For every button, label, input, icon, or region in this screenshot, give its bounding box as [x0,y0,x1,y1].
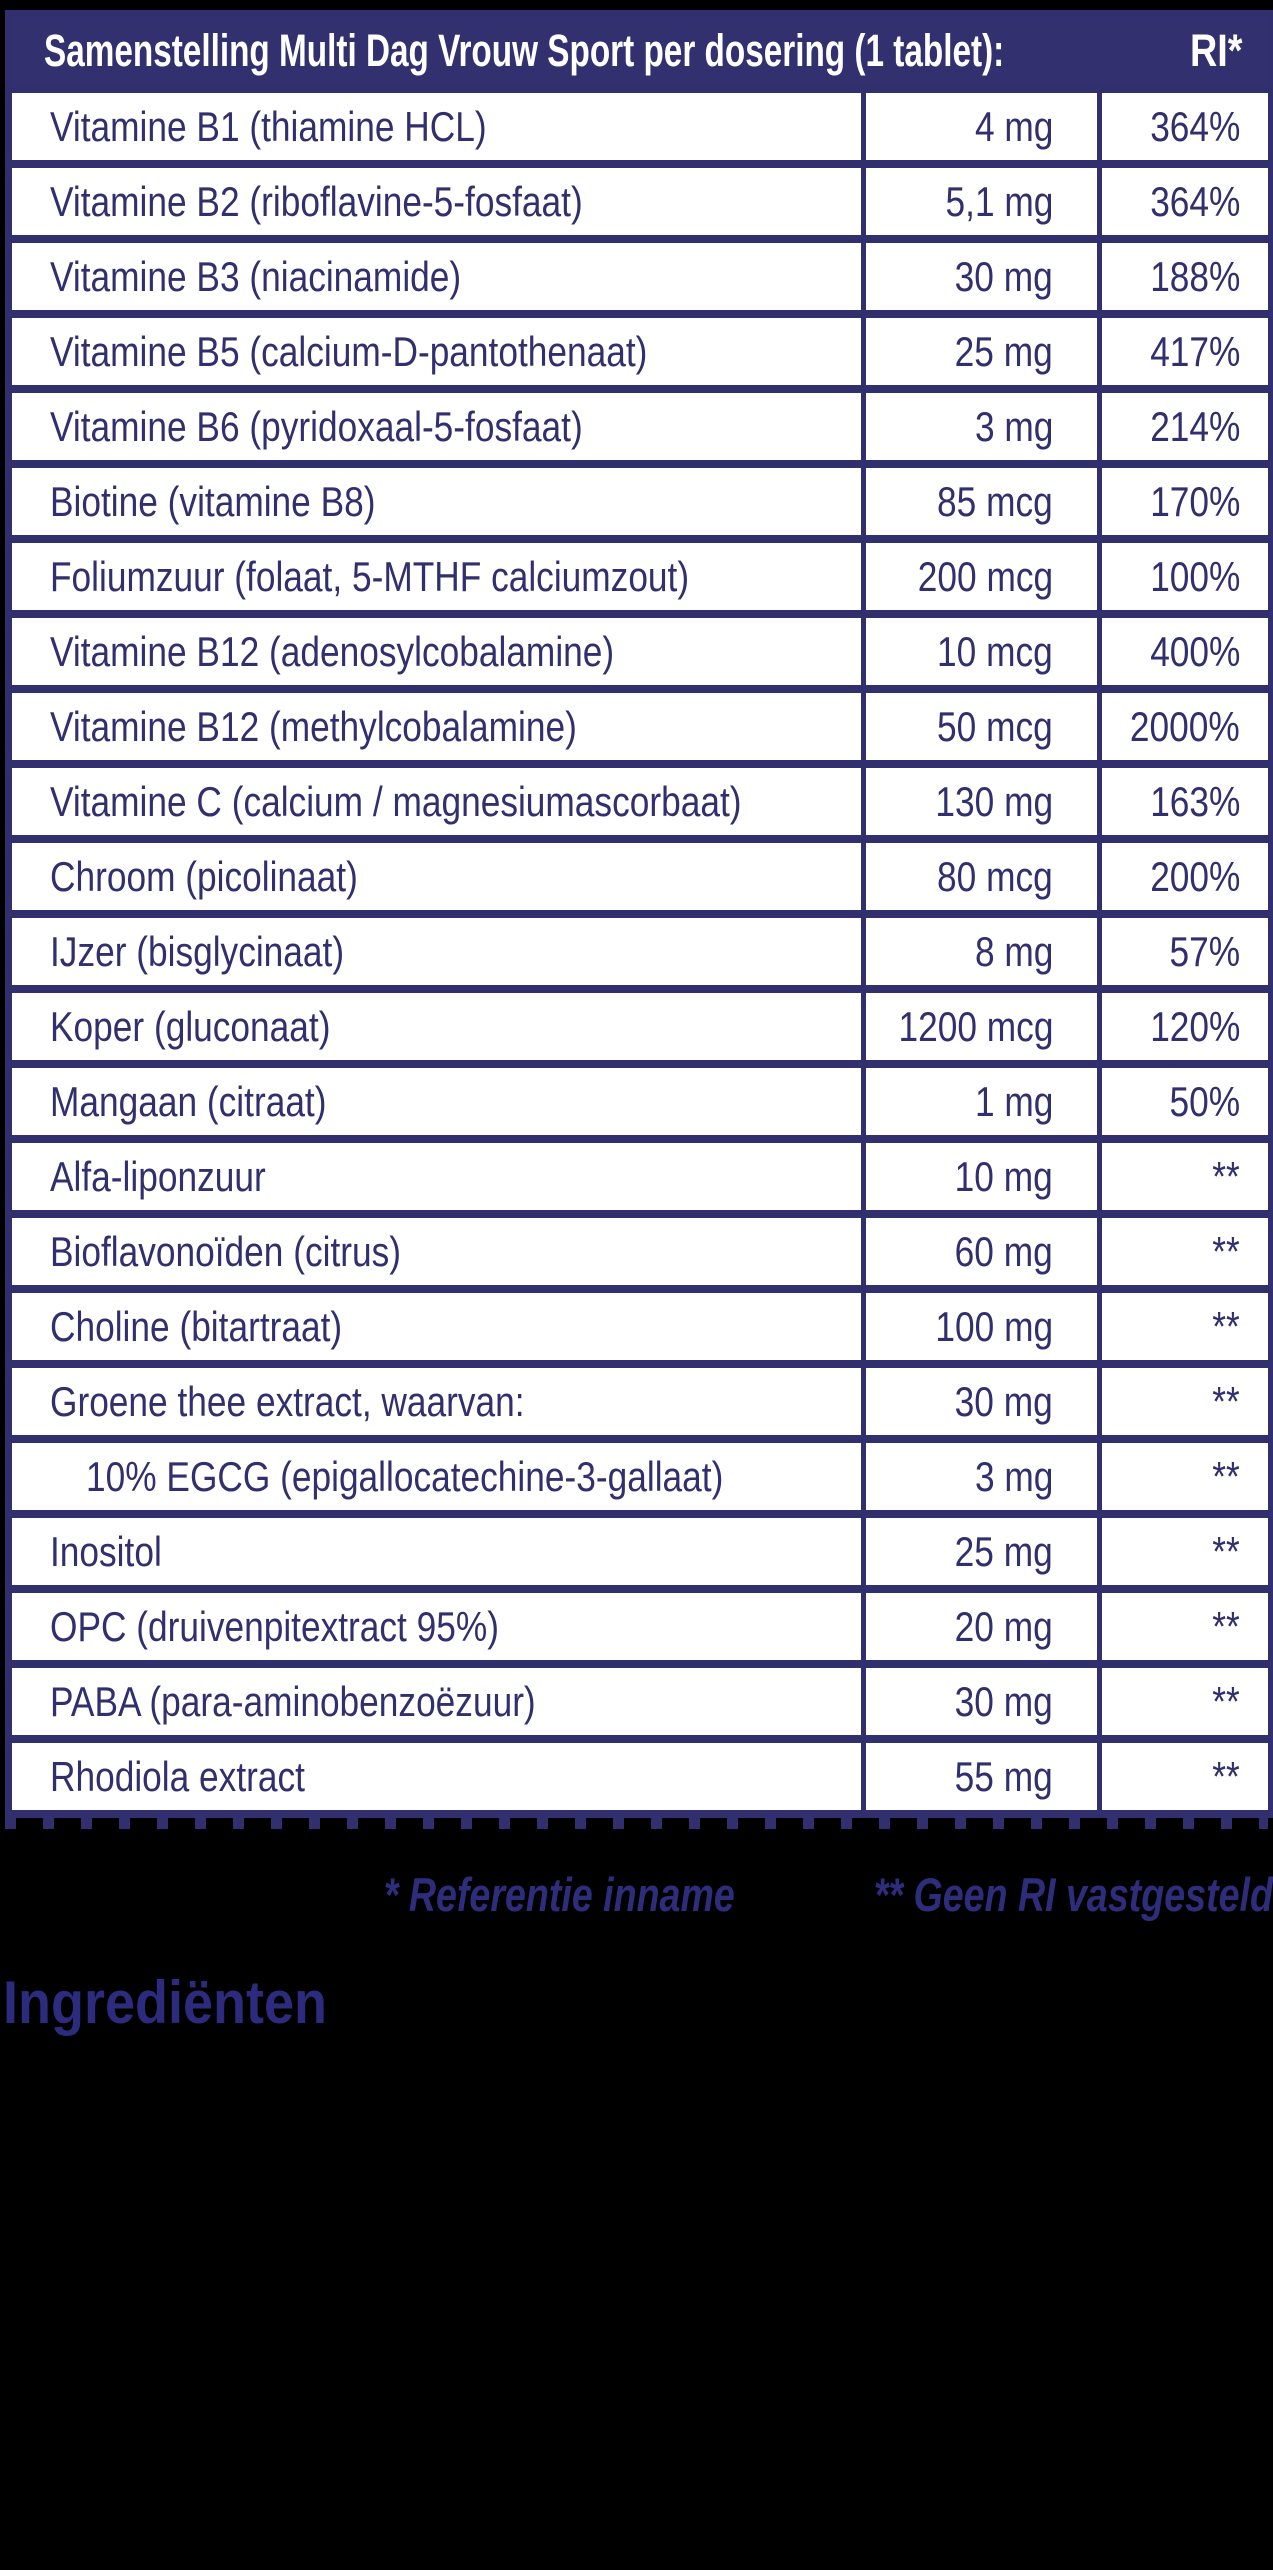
ri-cell [1100,989,1272,1064]
amount-cell [864,539,1100,614]
amount-cell-text: 3 mg [974,1452,1054,1500]
ri-cell-text: 188% [1149,252,1241,300]
amount-cell [864,314,1100,389]
amount-cell [864,764,1100,839]
composition-table [5,10,1273,1818]
ri-cell-text: ** [1212,1602,1241,1650]
ri-column-header [1100,14,1272,90]
ingredient-name-cell-text: Vitamine B1 (thiamine HCL) [50,102,487,150]
ri-column-header-text: RI* [1189,25,1243,76]
table-row [9,1589,1272,1664]
amount-cell [864,389,1100,464]
amount-cell [864,839,1100,914]
ri-cell [1100,164,1272,239]
ri-cell [1100,1064,1272,1139]
ingredient-name-cell-text: 10% EGCG (epigallocatechine-3-gallaat) [86,1452,724,1500]
ri-cell-text: ** [1212,1377,1241,1425]
ingredient-name-cell-text: Bioflavonoïden (citrus) [50,1227,402,1275]
ri-cell-text: ** [1212,1452,1241,1500]
ingredient-name-cell [9,1139,864,1214]
ri-cell [1100,1589,1272,1664]
ingredient-name-cell [9,989,864,1064]
ingredient-name-cell-text: OPC (druivenpitextract 95%) [50,1602,500,1650]
ri-cell [1100,1289,1272,1364]
amount-cell-text: 200 mcg [917,552,1054,600]
ri-cell-text: 364% [1149,177,1241,225]
table-row [9,539,1272,614]
table-row [9,1439,1272,1514]
ri-cell [1100,539,1272,614]
ri-cell-text: 2000% [1130,702,1241,750]
amount-cell [864,239,1100,314]
amount-cell-text: 30 mg [954,252,1054,300]
amount-cell-text: 1200 mcg [898,1002,1054,1050]
amount-cell-text: 55 mg [954,1752,1054,1800]
amount-cell [864,614,1100,689]
ingredients-heading-text: Ingrediënten [3,1969,328,2036]
amount-cell-text: 1 mg [974,1077,1054,1125]
ri-cell [1100,1739,1272,1814]
ri-cell-text: ** [1212,1527,1241,1575]
ri-cell-text: 163% [1149,777,1241,825]
table-row [9,314,1272,389]
ingredient-name-cell [9,1664,864,1739]
ingredient-name-cell-text: Inositol [50,1527,162,1575]
amount-cell [864,989,1100,1064]
amount-cell-text: 30 mg [954,1377,1054,1425]
amount-cell-text: 8 mg [974,927,1054,975]
amount-cell [864,1289,1100,1364]
amount-cell [864,1364,1100,1439]
ri-cell-text: ** [1212,1677,1241,1725]
ri-cell-text: 100% [1149,552,1241,600]
table-title-text: Samenstelling Multi Dag Vrouw Sport per dosering (1 tablet): [44,25,1005,76]
footnote-no-ri: ** Geen RI vastgesteld [873,1868,1273,1921]
ri-cell-text: 120% [1149,1002,1241,1050]
ingredient-name-cell [9,689,864,764]
ri-cell-text: ** [1212,1227,1241,1275]
ingredient-name-cell-text: Biotine (vitamine B8) [50,477,376,525]
ingredient-name-cell [9,1739,864,1814]
amount-cell [864,689,1100,764]
amount-cell [864,1664,1100,1739]
table-row [9,1364,1272,1439]
ingredient-name-cell [9,239,864,314]
amount-cell [864,1139,1100,1214]
ri-cell-text: ** [1212,1752,1241,1800]
ingredient-name-cell-text: IJzer (bisglycinaat) [50,927,345,975]
ri-cell [1100,1139,1272,1214]
table-row [9,389,1272,464]
table-row [9,464,1272,539]
ingredient-name-cell [9,164,864,239]
amount-cell-text: 25 mg [954,1527,1054,1575]
ri-cell-text: 400% [1149,627,1241,675]
ri-cell [1100,614,1272,689]
footnote-reference-intake: * Referentie inname [383,1868,736,1921]
amount-cell-text: 3 mg [974,402,1054,450]
ri-cell-text: ** [1212,1152,1241,1200]
ingredient-name-cell [9,764,864,839]
table-row [9,1214,1272,1289]
header-row [9,14,1272,90]
table-row [9,914,1272,989]
ri-cell [1100,1214,1272,1289]
ingredient-name-cell-text: Vitamine B3 (niacinamide) [50,252,462,300]
amount-cell-text: 100 mg [935,1302,1054,1350]
ingredient-name-cell-text: Groene thee extract, waarvan: [50,1377,525,1425]
amount-cell [864,1064,1100,1139]
table-row [9,764,1272,839]
amount-cell [864,914,1100,989]
table-row [9,689,1272,764]
ri-cell [1100,1514,1272,1589]
table-row [9,164,1272,239]
ingredient-name-cell [9,614,864,689]
ingredient-name-cell-text: Vitamine B6 (pyridoxaal-5-fosfaat) [50,402,583,450]
amount-cell [864,1439,1100,1514]
ingredient-name-cell-text: Koper (gluconaat) [50,1002,331,1050]
ri-cell [1100,389,1272,464]
ingredient-name-cell [9,1064,864,1139]
amount-cell-text: 85 mcg [937,477,1054,525]
ri-cell-text: 364% [1149,102,1241,150]
table-row [9,1664,1272,1739]
table-row [9,614,1272,689]
ri-cell [1100,239,1272,314]
ingredient-name-cell-text: Alfa-liponzuur [50,1152,266,1200]
table-title [9,14,1100,90]
amount-cell-text: 80 mcg [937,852,1054,900]
ri-cell [1100,1664,1272,1739]
ingredient-name-cell [9,89,864,164]
ingredient-name-cell [9,1214,864,1289]
ri-cell [1100,464,1272,539]
ingredient-name-cell-text: Vitamine B2 (riboflavine-5-fosfaat) [50,177,583,225]
amount-cell [864,89,1100,164]
ri-cell [1100,89,1272,164]
footnote [0,1867,1273,1922]
ri-cell [1100,764,1272,839]
ri-cell-text: 200% [1149,852,1241,900]
label-perforation-edge [5,1818,1268,1829]
ri-cell [1100,1364,1272,1439]
table-row [9,1289,1272,1364]
ingredient-name-cell [9,1439,864,1514]
amount-cell [864,1589,1100,1664]
ingredient-name-cell-text: Mangaan (citraat) [50,1077,327,1125]
ri-cell [1100,1439,1272,1514]
table-row [9,1514,1272,1589]
table-row [9,89,1272,164]
amount-cell-text: 50 mcg [937,702,1054,750]
table-row [9,1739,1272,1814]
amount-cell [864,1739,1100,1814]
ingredient-name-cell [9,314,864,389]
table-row [9,839,1272,914]
amount-cell [864,1214,1100,1289]
amount-cell [864,1514,1100,1589]
ri-cell-text: 57% [1169,927,1241,975]
ingredient-name-cell-text: Chroom (picolinaat) [50,852,358,900]
table-row [9,989,1272,1064]
amount-cell [864,464,1100,539]
amount-cell-text: 10 mcg [937,627,1054,675]
ingredient-name-cell [9,1514,864,1589]
table-row [9,1064,1272,1139]
table-row [9,239,1272,314]
amount-cell-text: 10 mg [954,1152,1054,1200]
ingredient-name-cell [9,914,864,989]
amount-cell-text: 4 mg [974,102,1054,150]
amount-cell [864,164,1100,239]
ingredient-name-cell-text: Vitamine B12 (adenosylcobalamine) [50,627,615,675]
ingredient-name-cell-text: Rhodiola extract [50,1752,305,1800]
amount-cell-text: 5,1 mg [945,177,1054,225]
amount-cell-text: 130 mg [935,777,1054,825]
ri-cell [1100,689,1272,764]
ri-cell-text: ** [1212,1302,1241,1350]
table-row [9,1139,1272,1214]
ingredient-name-cell [9,464,864,539]
ingredients-heading [3,1968,1273,2037]
ingredient-name-cell-text: Vitamine B12 (methylcobalamine) [50,702,577,750]
ingredient-name-cell [9,1364,864,1439]
ingredient-name-cell-text: Vitamine B5 (calcium-D-pantothenaat) [50,327,648,375]
ri-cell-text: 50% [1169,1077,1241,1125]
ri-cell [1100,839,1272,914]
amount-cell-text: 20 mg [954,1602,1054,1650]
ingredient-name-cell [9,539,864,614]
ri-cell-text: 214% [1149,402,1241,450]
ingredient-name-cell-text: Choline (bitartraat) [50,1302,343,1350]
ingredient-name-cell [9,1589,864,1664]
ri-cell-text: 170% [1149,477,1241,525]
ingredient-name-cell-text: PABA (para-aminobenzoëzuur) [50,1677,536,1725]
ri-cell [1100,314,1272,389]
ingredient-name-cell-text: Foliumzuur (folaat, 5-MTHF calciumzout) [50,552,690,600]
amount-cell-text: 25 mg [954,327,1054,375]
amount-cell-text: 30 mg [954,1677,1054,1725]
ingredient-name-cell [9,389,864,464]
ingredient-name-cell [9,1289,864,1364]
ri-cell-text: 417% [1149,327,1241,375]
ingredient-name-cell [9,839,864,914]
composition-table-body [9,89,1272,1814]
ri-cell [1100,914,1272,989]
composition-table-header [9,14,1272,90]
ingredient-name-cell-text: Vitamine C (calcium / magnesiumascorbaat) [50,777,742,825]
amount-cell-text: 60 mg [954,1227,1054,1275]
